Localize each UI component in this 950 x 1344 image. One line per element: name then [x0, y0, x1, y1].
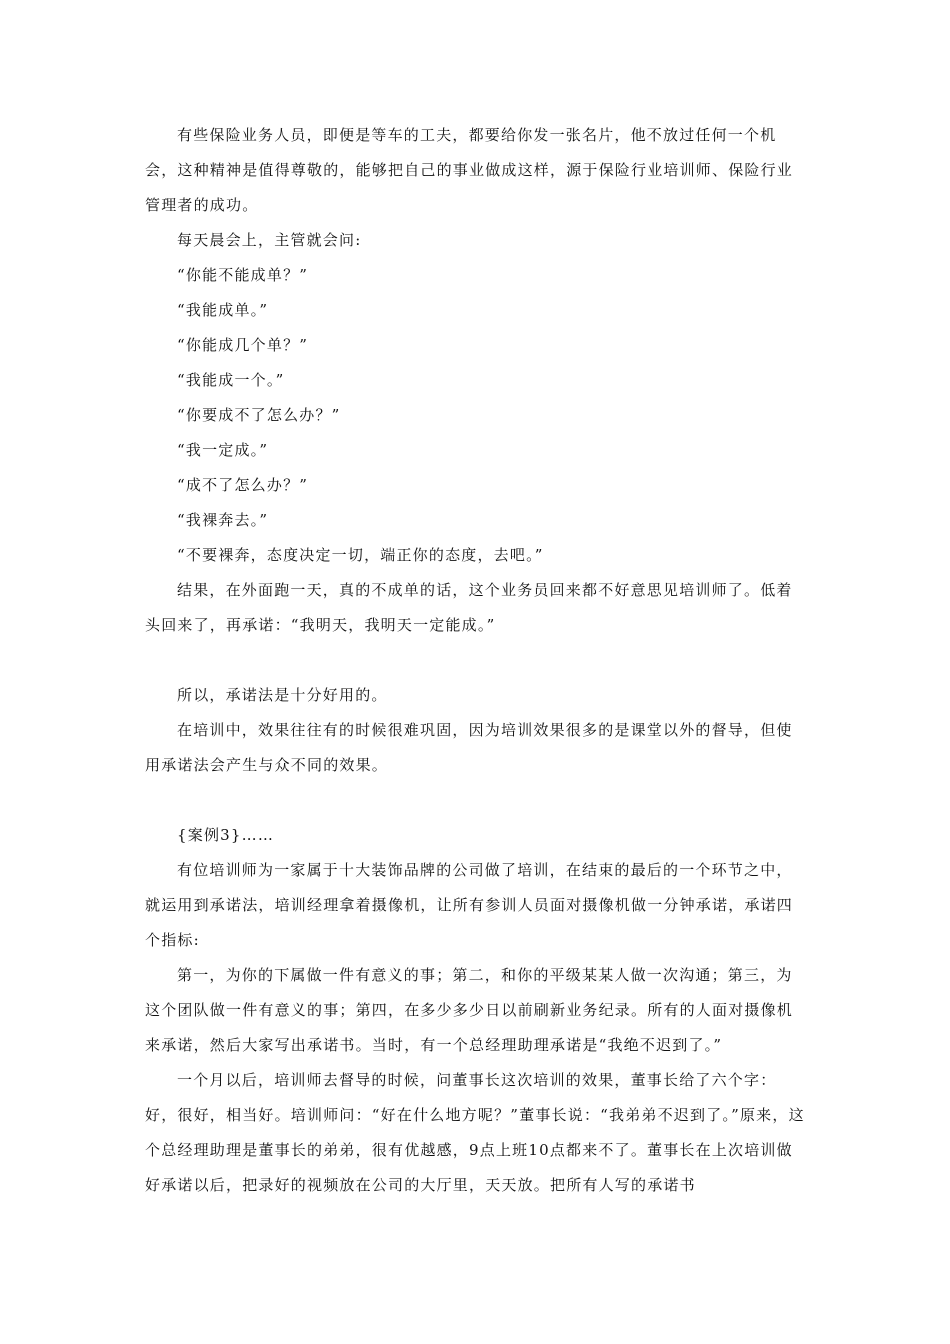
paragraph: 第一，为你的下属做一件有意义的事；第二，和你的平级某某人做一次沟通；第三，为这个团队做一件有意义的事；第四，在多少多少日以前刷新业务纪录。所有的人面对摄像机来承诺，然后大家写出承诺书。当时，有一个总经理助理承诺是“我绝不迟到了。”: [145, 966, 794, 1054]
blank-line: [145, 643, 805, 678]
paragraph: 有位培训师为一家属于十大装饰品牌的公司做了培训，在结束的最后的一个环节之中，就运用到承诺法，培训经理拿着摄像机，让所有参训人员面对摄像机做一分钟承诺，承诺四个指标:: [145, 861, 794, 949]
dialogue-line: “成不了怎么办？”: [177, 476, 309, 494]
paragraph: 一个月以后，培训师去督导的时候，问董事长这次培训的效果，董事长给了六个字：好，很好，相当好。培训师问：“好在什么地方呢？”董事长说：“我弟弟不迟到了。”原来，这个总经理助理是董事长的弟弟，很有优越感，9点上班10点都来不了。董事长在上次培训做好承诺以后，把录好的视频放在公司的大厅里，天天放。把所有人写的承诺书: [145, 1071, 805, 1194]
dialogue-line: “我能成单。”: [177, 301, 269, 319]
dialogue-line: “我裸奔去。”: [177, 511, 269, 529]
dialogue-line: “你能成几个单？”: [177, 336, 309, 354]
dialogue-line: “你能不能成单？”: [177, 266, 309, 284]
document-body: [145, 118, 805, 1203]
paragraph: 结果，在外面跑一天，真的不成单的话，这个业务员回来都不好意思见培训师了。低着头回来了，再承诺：“我明天，我明天一定能成。”: [145, 581, 793, 634]
dialogue-line: “不要裸奔，态度决定一切，端正你的态度，去吧。”: [177, 546, 544, 564]
paragraph: 所以，承诺法是十分好用的。: [177, 686, 388, 704]
dialogue-line: “你要成不了怎么办？”: [177, 406, 341, 424]
dialogue-line: “我一定成。”: [177, 441, 269, 459]
paragraph: 每天晨会上，主管就会问:: [177, 231, 362, 249]
case-heading: {案例3}……: [177, 826, 275, 844]
paragraph: 有些保险业务人员，即便是等车的工夫，都要给你发一张名片，他不放过任何一个机会，这种精神是值得尊敬的，能够把自己的事业做成这样，源于保险行业培训师、保险行业管理者的成功。: [145, 126, 794, 214]
dialogue-line: “我能成一个。”: [177, 371, 285, 389]
blank-line: [145, 783, 805, 818]
paragraph: 在培训中，效果往往有的时候很难巩固，因为培训效果很多的是课堂以外的督导，但使用承诺法会产生与众不同的效果。: [145, 721, 793, 774]
